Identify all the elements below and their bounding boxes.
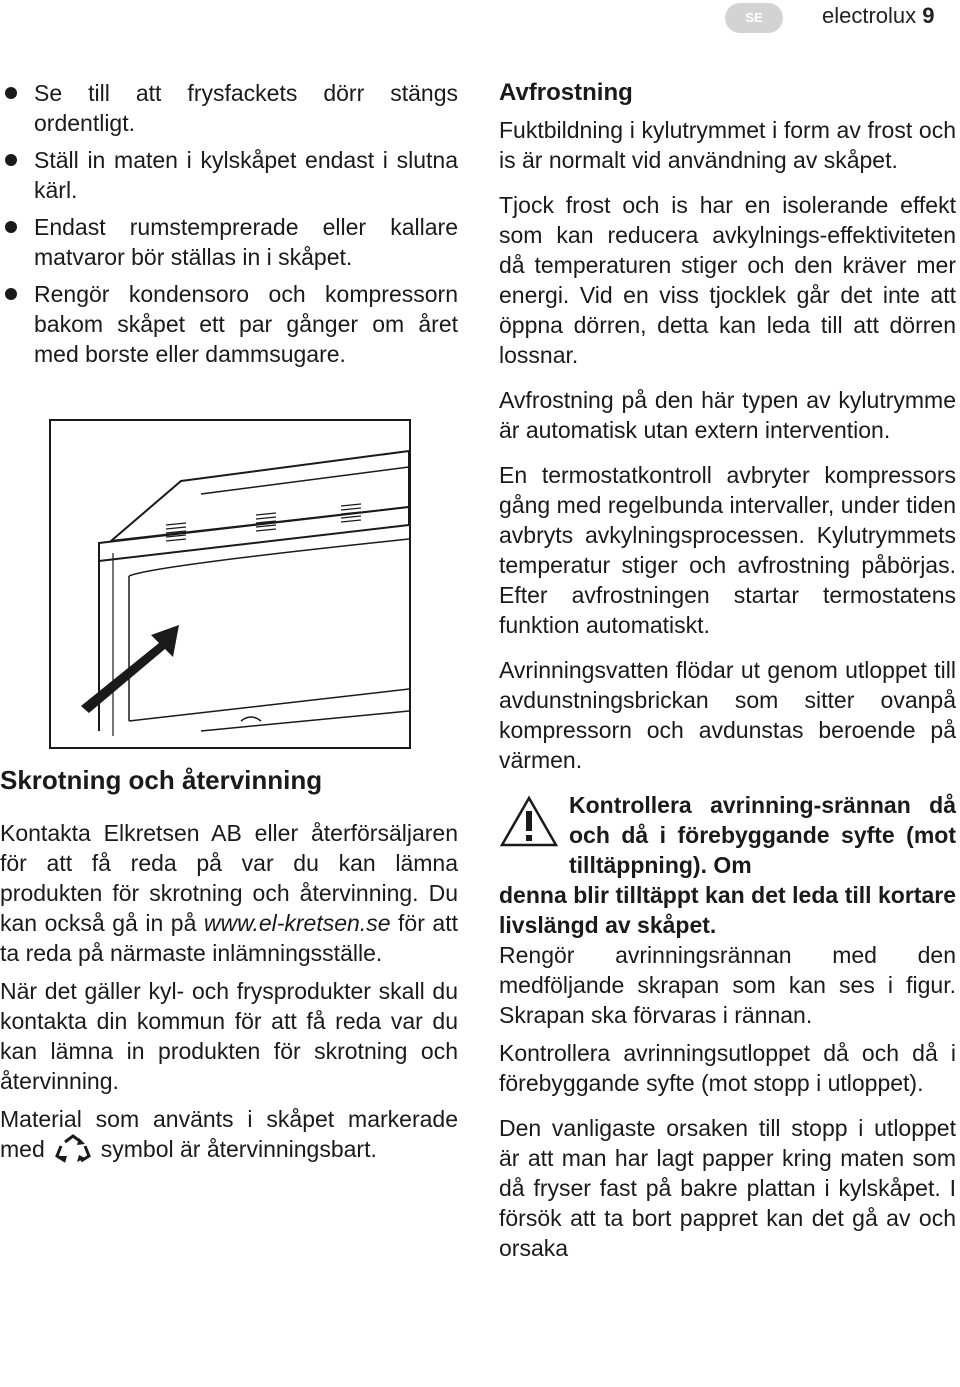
tips-list <box>0 78 458 369</box>
paragraph: När det gäller kyl- och frysprodukter skall du kontakta din kommun för att få reda var du kan lämna in produkten för skrotning och återvinning. <box>0 978 458 1094</box>
section-title: Avfrostning <box>499 79 633 106</box>
warning-notice <box>499 790 956 880</box>
brand-and-page <box>822 3 935 29</box>
bullet-icon <box>5 154 17 166</box>
language-badge: SE <box>725 3 783 33</box>
bullet-icon <box>5 221 17 233</box>
arrow-icon <box>81 625 179 713</box>
bullet-icon <box>5 87 17 99</box>
paragraph: Kontrollera avrinningsutloppet då och då i förebyggande syfte (mot stopp i utloppet). <box>499 1040 956 1096</box>
page-number: 9 <box>922 3 935 28</box>
paragraph: Fuktbildning i kylutrymmet i form av frost och is är normalt vid användning av skåpet. <box>499 117 956 173</box>
recycle-icon <box>51 1134 95 1164</box>
paragraph: En termostatkontroll avbryter kompressors gång med regelbunda intervaller, under tiden avbryts avkylningsprocessen. Kylutrymmets temperatur stiger och avfrostning påbörjas. Efter avfrostningen startar termostatens funktion automatiskt. <box>499 462 956 638</box>
list-item: Rengör kondensoro och kompressorn bakom skåpet ett par gånger om året med borste eller dammsugare. <box>0 279 458 369</box>
paragraph: Material som använts i skåpet markerade med symbol är återvinningsbart. <box>0 1106 458 1162</box>
paragraph: Tjock frost och is har en isolerande effekt som kan reducera avkylnings-effektiviteten då temperaturen stiger och den kräver mer energi. Vid en viss tjocklek går det inte att öppna dörren, detta kan leda till att dörren lossnar. <box>499 192 956 368</box>
brand-name: electrolux <box>822 3 917 28</box>
left-column-recycling <box>0 764 458 1164</box>
paragraph: Avrinningsvatten flödar ut genom utloppet till avdunstningsbrickan som sitter ovanpå kompressorn och avdunstas beroende på värmen. <box>499 657 956 773</box>
list-item: Se till att frysfackets dörr stängs ordentligt. <box>0 78 458 138</box>
website-link[interactable]: www.el-kretsen.se <box>203 910 391 936</box>
paragraph: Rengör avrinningsrännan med den medföljande skrapan som kan ses i figur. Skrapan ska förvaras i rännan. <box>499 942 956 1028</box>
warning-triangle-icon <box>499 794 559 848</box>
paragraph: Den vanligaste orsaken till stopp i utloppet är att man har lagt papper kring maten som då fryser fast på bakre plattan i kylskåpet. I försök att ta bort pappret kan det gå av och orsaka <box>499 1115 956 1261</box>
fridge-interior-illustration <box>49 419 411 749</box>
paragraph: Kontakta Elkretsen AB eller återförsäljaren för att få reda på var du kan lämna produkten för skrotning och återvinning. Du kan också gå in på www.el-kretsen.se för att ta reda på närmaste inlämningsställe. <box>0 820 458 966</box>
page-header <box>0 0 960 40</box>
paragraph: Avfrostning på den här typen av kylutrymme är automatisk utan extern intervention. <box>499 387 956 443</box>
list-item: Endast rumstemprerade eller kallare matvaror bör ställas in i skåpet. <box>0 212 458 272</box>
list-item: Ställ in maten i kylskåpet endast i slutna kärl. <box>0 145 458 205</box>
section-title: Skrotning och återvinning <box>0 765 323 795</box>
left-column-bullets <box>0 78 458 376</box>
bullet-icon <box>5 288 17 300</box>
right-column-defrost <box>499 78 956 1263</box>
fridge-drawing <box>51 421 409 747</box>
warning-text: Kontrollera avrinning-srännan då och då i förebyggande syfte (mot tilltäppning). Om <box>569 792 956 878</box>
warning-text-continued: denna blir tilltäppt kan det leda till kortare livslängd av skåpet. <box>499 882 956 938</box>
